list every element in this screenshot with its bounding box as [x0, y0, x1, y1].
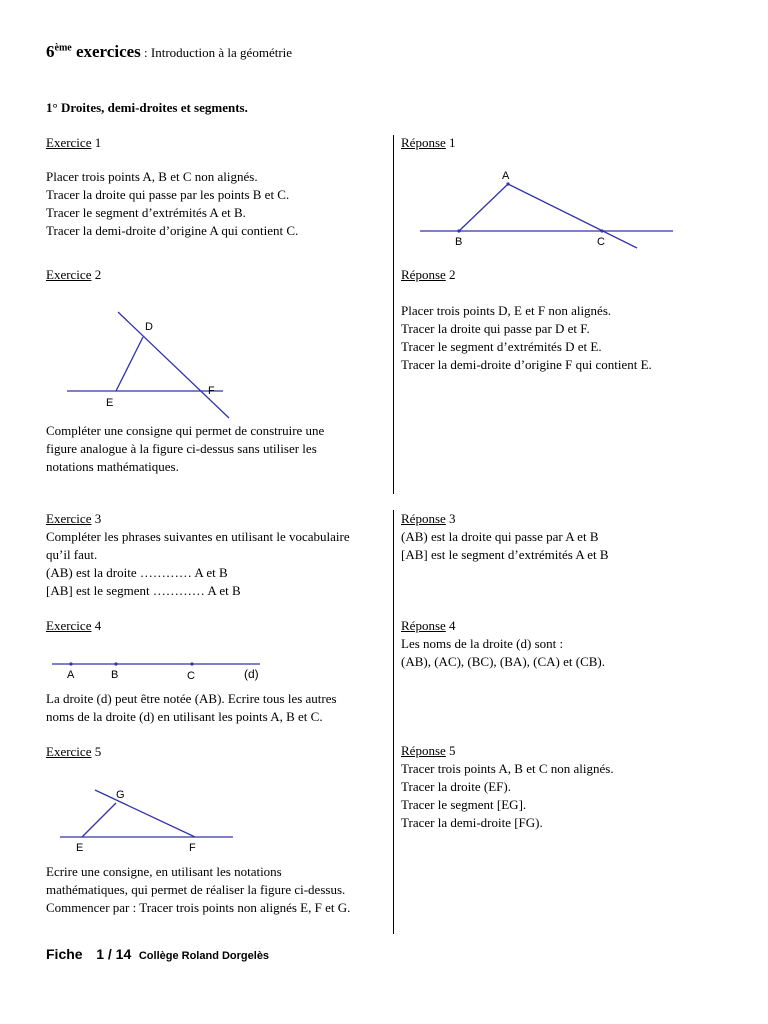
page-title: 6ème exercices : Introduction à la géométrie	[46, 42, 293, 61]
footer-page: 1 / 14	[96, 946, 132, 962]
response-1-heading: Réponse 1	[401, 135, 456, 150]
ray-fg	[95, 790, 195, 837]
response-2-heading: Réponse 2	[401, 267, 456, 282]
label-f: F	[189, 842, 196, 854]
exercise-3-text: Compléter les phrases suivantes en utilisant le vocabulaire qu’il faut. (AB) est la droite ………… A et B [AB] est le segment ………… A et B	[46, 529, 350, 598]
label-c: C	[597, 236, 605, 248]
response-2-text: Placer trois points D, E et F non alignés. Tracer la droite qui passe par D et F. Tracer le segment d’extrémités D et E. Tracer la demi-droite d’origine F qui contient E.	[401, 303, 652, 372]
response-4-heading: Réponse 4	[401, 618, 456, 633]
section-title: 1° Droites, demi-droites et segments.	[46, 100, 248, 115]
exercise-5-heading: Exercice 5	[46, 744, 102, 759]
label-c: C	[187, 670, 195, 682]
label-d: (d)	[244, 667, 259, 681]
label-b: B	[455, 236, 463, 248]
segment-eg	[82, 803, 116, 837]
footer	[46, 946, 269, 962]
exercise-2-heading: Exercice 2	[46, 267, 102, 282]
exercise-2-text: Compléter une consigne qui permet de construire une figure analogue à la figure ci-dessus sans utiliser les notations mathématiques.	[46, 423, 325, 474]
label-g: G	[116, 789, 125, 801]
response-5-text: Tracer trois points A, B et C non alignés. Tracer la droite (EF). Tracer le segment [EG]. Tracer la demi-droite [FG).	[401, 761, 614, 830]
response-3-heading: Réponse 3	[401, 511, 456, 526]
footer-school: Collège Roland Dorgelès	[138, 950, 270, 962]
exercise-4-text: La droite (d) peut être notée (AB). Ecrire tous les autres noms de la droite (d) en utilisant les points A, B et C.	[46, 691, 337, 724]
response-4-text: Les noms de la droite (d) sont : (AB), (AC), (BC), (BA), (CA) et (CB).	[401, 636, 606, 669]
exercise-1-text: Placer trois points A, B et C non alignés. Tracer la droite qui passe par les points B et C. Tracer le segment d’extrémités A et B. Tracer la demi-droite d’origine A qui contient C.	[46, 169, 299, 238]
response-3-text: (AB) est la droite qui passe par A et B [AB] est le segment d’extrémités A et B	[401, 529, 609, 562]
label-b: B	[111, 669, 119, 681]
exercise-1-heading: Exercice 1	[46, 135, 102, 150]
response-5-heading: Réponse 5	[401, 743, 456, 758]
footer-fiche: Fiche	[46, 946, 83, 962]
label-a: A	[502, 170, 510, 182]
exercise-4-heading: Exercice 4	[46, 618, 102, 633]
label-e: E	[76, 842, 84, 854]
exercise-3-heading: Exercice 3	[46, 511, 102, 526]
label-a: A	[67, 669, 75, 681]
label-f: F	[208, 385, 215, 397]
label-e: E	[106, 397, 114, 409]
exercise-5-text: Ecrire une consigne, en utilisant les notations mathématiques, qui permet de réaliser la figure ci-dessus. Commencer par : Tracer trois points non alignés E, F et G.	[46, 864, 351, 915]
label-d: D	[145, 321, 153, 333]
